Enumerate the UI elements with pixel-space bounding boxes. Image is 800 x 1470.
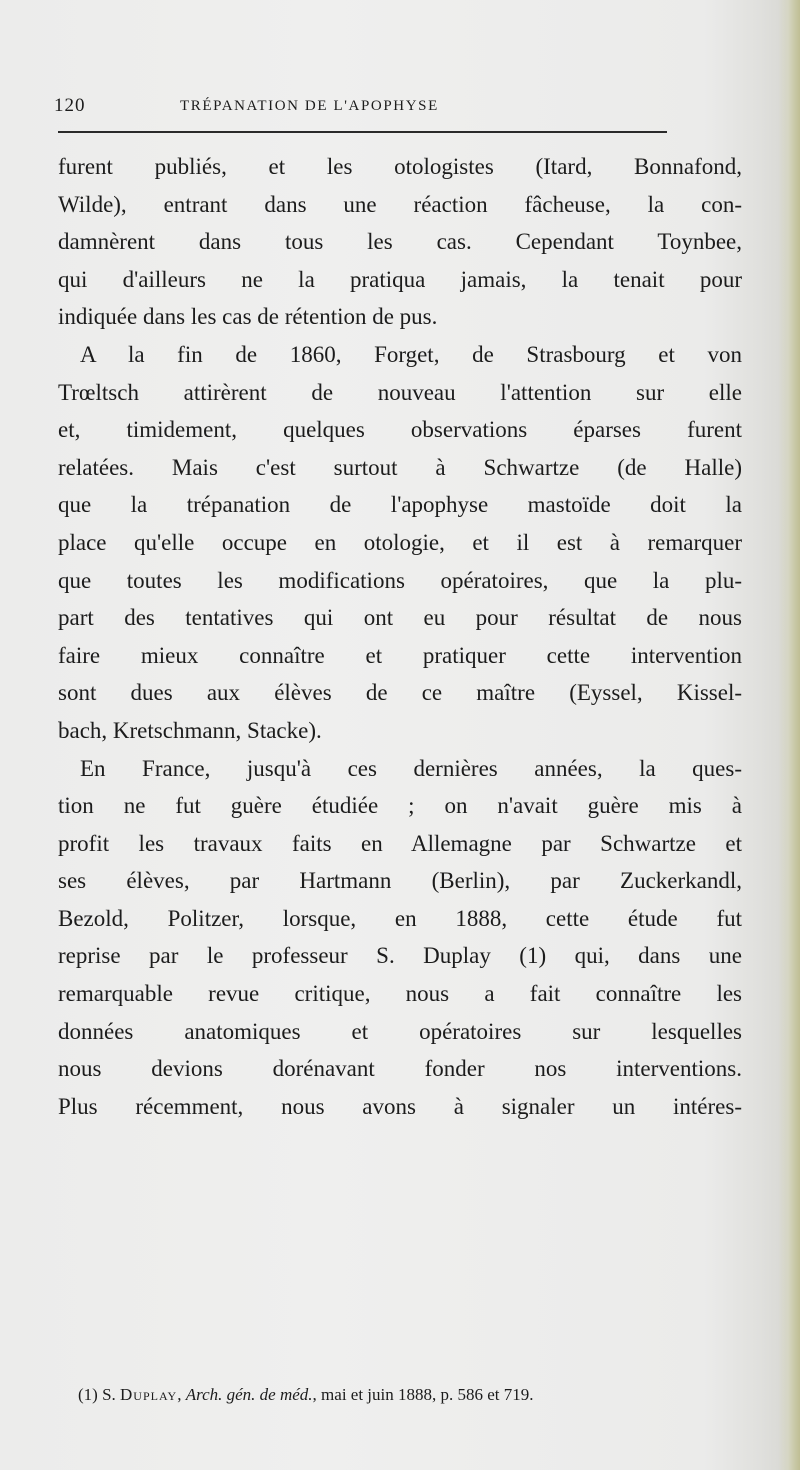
page-edge-shadow (778, 0, 800, 1470)
text-line: damnèrent dans tous les cas. Cependant Toynbee, (58, 229, 742, 255)
text-line: ses élèves, par Hartmann (Berlin), par Zuckerkandl, (58, 868, 742, 894)
text-line: relatées. Mais c'est surtout à Schwartze (de Halle) (58, 454, 742, 480)
text-line: profit les travaux faits en Allemagne par Schwartze et (58, 830, 742, 856)
text-line: qui d'ailleurs ne la pratiqua jamais, la tenait pour (58, 266, 742, 292)
page-number: 120 (54, 95, 86, 116)
text-line: et, timidement, quelques observations éparses furent (58, 417, 742, 443)
text-line: furent publiés, et les otologistes (Itard, Bonnafond, (58, 154, 742, 179)
text-line: que toutes les modifications opératoires, que la plu- (58, 567, 742, 593)
text-line: Bezold, Politzer, lorsque, en 1888, cette étude fut (58, 905, 742, 931)
body-text (58, 148, 742, 1125)
text-line: En France, jusqu'à ces dernières années, la ques- (80, 755, 742, 781)
text-line: Trœltsch attirèrent de nouveau l'attention sur elle (58, 379, 742, 405)
text-line: données anatomiques et opératoires sur lesquelles (58, 1018, 742, 1044)
text-line: que la trépanation de l'apophyse mastoïde doit la (58, 492, 742, 518)
text-line: part des tentatives qui ont eu pour résultat de nous (58, 605, 742, 631)
text-line: sont dues aux élèves de ce maître (Eyssel, Kissel- (58, 680, 742, 706)
text-line: Wilde), entrant dans une réaction fâcheuse, la con- (58, 191, 742, 217)
text-line: faire mieux connaître et pratiquer cette intervention (58, 642, 742, 668)
text-line: Plus récemment, nous avons à signaler un intéres- (58, 1093, 742, 1119)
footnote-details: , mai et juin 1888, p. 586 et 719. (312, 1385, 534, 1404)
running-header (54, 95, 714, 119)
text-line: bach, Kretschmann, Stacke). (58, 717, 322, 743)
text-line: indiquée dans les cas de rétention de pus. (58, 304, 438, 330)
running-title: TRÉPANATION DE L'APOPHYSE (180, 98, 439, 114)
text-line: tion ne fut guère étudiée ; on n'avait guère mis à (58, 793, 742, 819)
footnote: (1) S. Duplay, Arch. gén. de méd., mai et juin 1888, p. 586 et 719. (78, 1385, 534, 1404)
text-line: remarquable revue critique, nous a fait connaître les (58, 981, 742, 1007)
footnote-author: Duplay (120, 1385, 178, 1404)
footnote-journal: Arch. gén. de méd. (185, 1385, 313, 1404)
footnote-marker: (1) S. (78, 1385, 121, 1404)
text-line: A la fin de 1860, Forget, de Strasbourg et von (80, 341, 742, 367)
header-rule (58, 131, 667, 133)
text-line: reprise par le professeur S. Duplay (1) qui, dans une (58, 943, 742, 969)
text-line: nous devions dorénavant fonder nos interventions. (58, 1056, 742, 1082)
text-line: place qu'elle occupe en otologie, et il est à remarquer (58, 529, 742, 555)
